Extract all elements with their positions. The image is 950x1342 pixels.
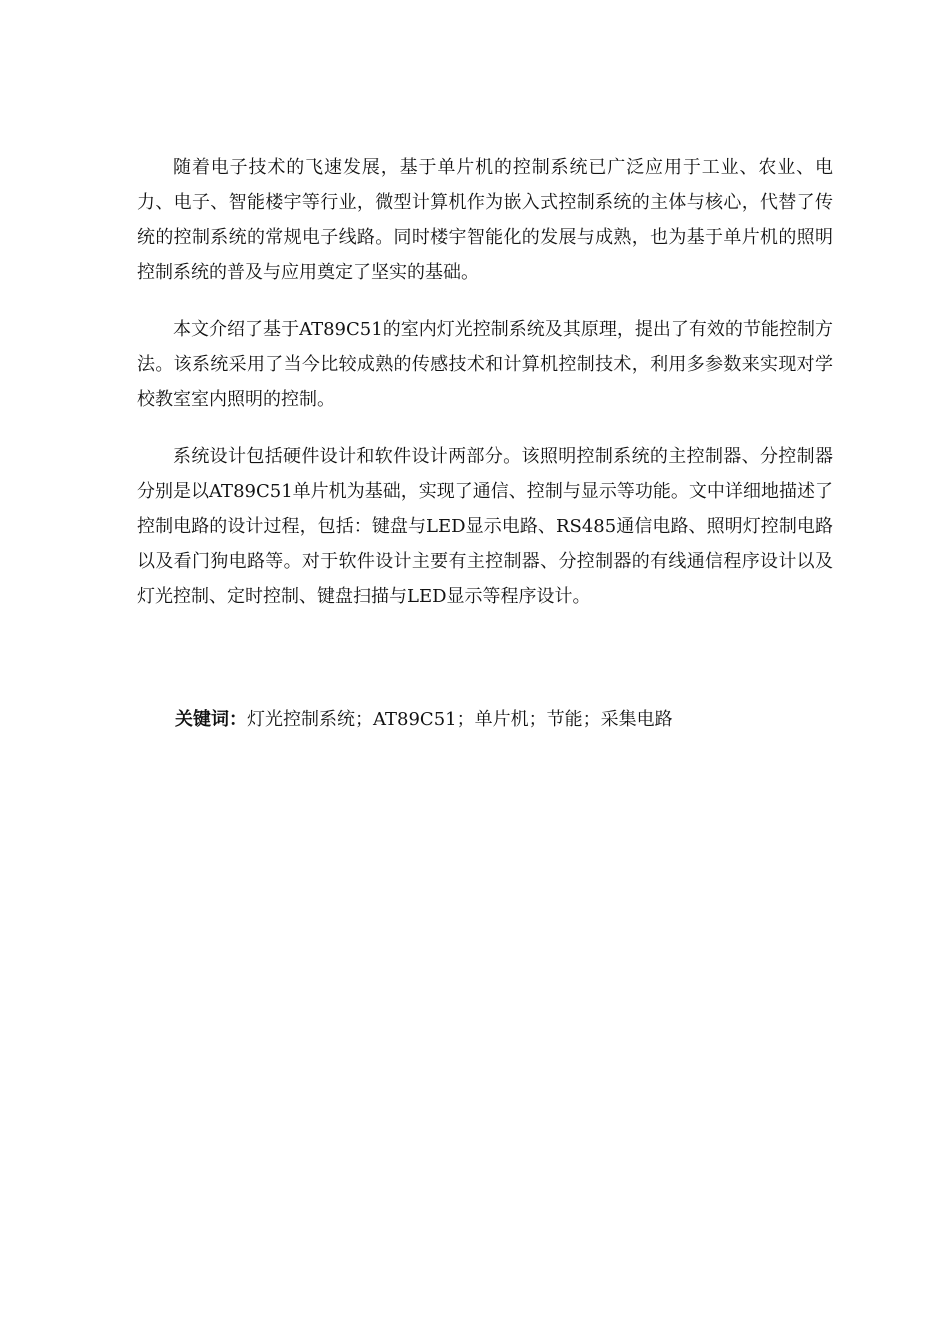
abstract-paragraph-3: 系统设计包括硬件设计和软件设计两部分。该照明控制系统的主控制器、分控制器分别是以AT89C51单片机为基础，实现了通信、控制与显示等功能。文中详细地描述了控制电路的设计过程，包括：键盘与LED显示电路、RS485通信电路、照明灯控制电路以及看门狗电路等。对于软件设计主要有主控制器、分控制器的有线通信程序设计以及灯光控制、定时控制、键盘扫描与LED显示等程序设计。 (137, 446, 833, 607)
keywords-line (175, 704, 835, 736)
abstract-paragraph-2: 本文介绍了基于AT89C51的室内灯光控制系统及其原理，提出了有效的节能控制方法。该系统采用了当今比较成熟的传感技术和计算机控制技术，利用多参数来实现对学校教室室内照明的控制。 (137, 319, 833, 410)
abstract-paragraph-1: 随着电子技术的飞速发展，基于单片机的控制系统已广泛应用于工业、农业、电力、电子、智能楼宇等行业，微型计算机作为嵌入式控制系统的主体与核心，代替了传统的控制系统的常规电子线路。同时楼宇智能化的发展与成熟，也为基于单片机的照明控制系统的普及与应用奠定了坚实的基础。 (137, 157, 833, 283)
keywords-label: 关键词： (175, 709, 247, 730)
abstract-body (137, 150, 833, 636)
keywords-text: 灯光控制系统；AT89C51；单片机；节能；采集电路 (247, 709, 673, 730)
